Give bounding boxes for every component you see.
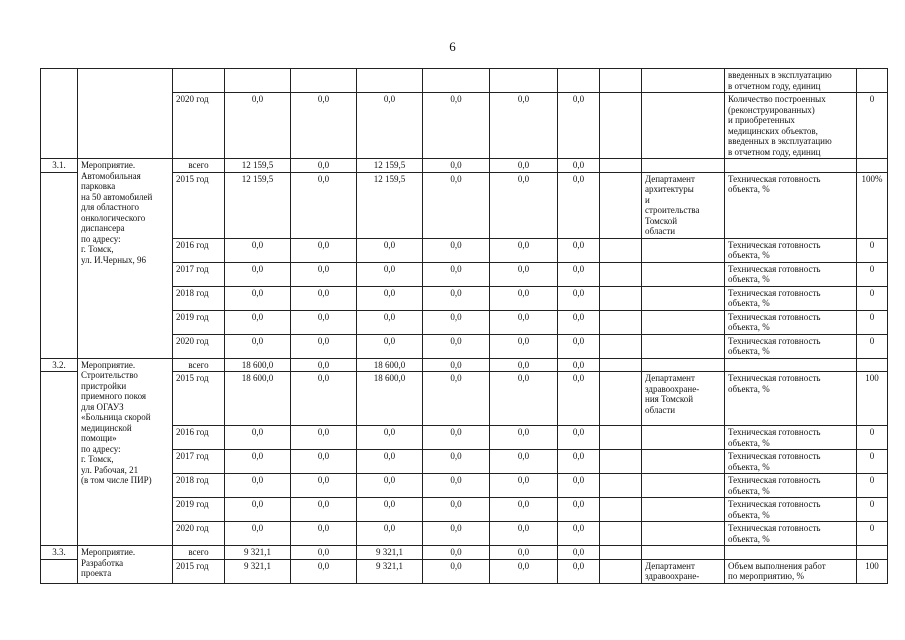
row-extra-value: 0,0 — [558, 450, 600, 474]
executor-cell — [642, 310, 725, 334]
empty-cell — [600, 310, 642, 334]
row-total-value: 0,0 — [225, 93, 291, 159]
empty-cell — [173, 69, 225, 93]
row-federal-value: 0,0 — [291, 450, 357, 474]
row-other-value: 0,0 — [490, 450, 558, 474]
row-total-value: 0,0 — [225, 474, 291, 498]
row-total-value: 0,0 — [225, 522, 291, 546]
empty-cell — [600, 262, 642, 286]
row-local-value: 0,0 — [423, 93, 490, 159]
row-extra-value: 0,0 — [558, 93, 600, 159]
indicator-cell: Техническая готовность объекта, % — [725, 262, 857, 286]
total-extra-value: 0,0 — [558, 358, 600, 372]
year-cell: 2017 год — [173, 450, 225, 474]
row-extra-value: 0,0 — [558, 172, 600, 238]
executor-cell — [642, 334, 725, 358]
total-regional-value: 18 600,0 — [357, 358, 423, 372]
total-regional-value: 9 321,1 — [357, 546, 423, 560]
empty-cell — [600, 546, 642, 560]
row-other-value: 0,0 — [490, 93, 558, 159]
row-other-value: 0,0 — [490, 522, 558, 546]
row-regional-value: 12 159,5 — [357, 172, 423, 238]
total-total-value: 12 159,5 — [225, 159, 291, 173]
indicator-cell: Техническая готовность объекта, % — [725, 310, 857, 334]
indicator-cell: Техническая готовность объекта, % — [725, 474, 857, 498]
row-other-value: 0,0 — [490, 498, 558, 522]
row-other-value: 0,0 — [490, 172, 558, 238]
indicator-value-cell — [857, 159, 888, 173]
row-total-value: 0,0 — [225, 450, 291, 474]
empty-cell — [600, 93, 642, 159]
row-federal-value: 0,0 — [291, 93, 357, 159]
empty-cell — [558, 69, 600, 93]
empty-cell — [600, 498, 642, 522]
row-local-value: 0,0 — [423, 498, 490, 522]
row-extra-value: 0,0 — [558, 286, 600, 310]
indicator-value-cell: 100 — [857, 372, 888, 426]
executor-cell — [642, 474, 725, 498]
executor-cell — [642, 358, 725, 372]
row-other-value: 0,0 — [490, 262, 558, 286]
row-total-value: 9 321,1 — [225, 559, 291, 583]
executor-cell — [642, 159, 725, 173]
indicator-cell: Техническая готовность объекта, % — [725, 334, 857, 358]
total-label: всего — [173, 159, 225, 173]
section-number-continued — [41, 559, 78, 583]
total-federal-value: 0,0 — [291, 159, 357, 173]
total-federal-value: 0,0 — [291, 358, 357, 372]
row-total-value: 0,0 — [225, 262, 291, 286]
executor-cell: Департамент здравоохране- ния Томской области — [642, 372, 725, 426]
indicator-cell: Объем выполнения работ по мероприятию, % — [725, 559, 857, 583]
empty-cell — [600, 334, 642, 358]
row-total-value: 0,0 — [225, 310, 291, 334]
year-cell: 2020 год — [173, 334, 225, 358]
row-other-value: 0,0 — [490, 286, 558, 310]
indicator-value-cell: 0 — [857, 93, 888, 159]
executor-cell — [642, 546, 725, 560]
empty-cell — [642, 69, 725, 93]
year-cell: 2020 год — [173, 93, 225, 159]
indicator-cell — [725, 546, 857, 560]
year-cell: 2018 год — [173, 286, 225, 310]
empty-cell — [600, 559, 642, 583]
row-extra-value: 0,0 — [558, 238, 600, 262]
indicator-cell: Техническая готовность объекта, % — [725, 426, 857, 450]
row-extra-value: 0,0 — [558, 310, 600, 334]
executor-cell — [642, 238, 725, 262]
indicator-value-cell: 0 — [857, 474, 888, 498]
section-number-continued — [41, 172, 78, 358]
indicator-value-cell: 100 — [857, 559, 888, 583]
empty-cell — [78, 69, 173, 159]
total-other-value: 0,0 — [490, 358, 558, 372]
row-regional-value: 0,0 — [357, 93, 423, 159]
row-total-value: 18 600,0 — [225, 372, 291, 426]
row-regional-value: 0,0 — [357, 238, 423, 262]
row-total-value: 0,0 — [225, 286, 291, 310]
total-local-value: 0,0 — [423, 358, 490, 372]
row-federal-value: 0,0 — [291, 262, 357, 286]
row-local-value: 0,0 — [423, 310, 490, 334]
row-local-value: 0,0 — [423, 172, 490, 238]
row-other-value: 0,0 — [490, 310, 558, 334]
row-total-value: 0,0 — [225, 334, 291, 358]
empty-cell — [225, 69, 291, 93]
row-other-value: 0,0 — [490, 559, 558, 583]
empty-cell — [600, 474, 642, 498]
row-local-value: 0,0 — [423, 334, 490, 358]
indicator-cell: Техническая готовность объекта, % — [725, 522, 857, 546]
row-federal-value: 0,0 — [291, 310, 357, 334]
empty-cell — [41, 69, 78, 159]
table-row — [41, 159, 888, 173]
empty-cell — [490, 69, 558, 93]
indicator-cell: Техническая готовность объекта, % — [725, 372, 857, 426]
row-federal-value: 0,0 — [291, 172, 357, 238]
indicator-cell: Техническая готовность объекта, % — [725, 498, 857, 522]
row-federal-value: 0,0 — [291, 372, 357, 426]
empty-cell — [357, 69, 423, 93]
total-label: всего — [173, 358, 225, 372]
row-extra-value: 0,0 — [558, 559, 600, 583]
row-extra-value: 0,0 — [558, 498, 600, 522]
row-federal-value: 0,0 — [291, 498, 357, 522]
total-regional-value: 12 159,5 — [357, 159, 423, 173]
page-number: 6 — [449, 39, 456, 54]
empty-cell — [600, 522, 642, 546]
row-federal-value: 0,0 — [291, 334, 357, 358]
executor-cell — [642, 450, 725, 474]
year-cell: 2016 год — [173, 238, 225, 262]
row-regional-value: 9 321,1 — [357, 559, 423, 583]
section-title: Мероприятие. Автомобильная парковка на 50 автомобилей для областного онкологического диспансера по адресу: г. Томск, ул. И.Черных, 96 — [78, 159, 173, 359]
table-row — [41, 69, 888, 93]
year-cell: 2018 год — [173, 474, 225, 498]
row-other-value: 0,0 — [490, 372, 558, 426]
executor-cell — [642, 498, 725, 522]
section-number: 3.2. — [41, 358, 78, 372]
indicator-value-cell — [857, 546, 888, 560]
total-extra-value: 0,0 — [558, 159, 600, 173]
year-cell: 2015 год — [173, 559, 225, 583]
row-regional-value: 0,0 — [357, 262, 423, 286]
row-total-value: 0,0 — [225, 238, 291, 262]
indicator-value-cell: 0 — [857, 522, 888, 546]
total-total-value: 18 600,0 — [225, 358, 291, 372]
row-regional-value: 0,0 — [357, 310, 423, 334]
empty-cell — [600, 172, 642, 238]
row-regional-value: 0,0 — [357, 334, 423, 358]
indicator-cell: Техническая готовность объекта, % — [725, 238, 857, 262]
row-regional-value: 0,0 — [357, 450, 423, 474]
total-extra-value: 0,0 — [558, 546, 600, 560]
row-local-value: 0,0 — [423, 474, 490, 498]
table-row — [41, 546, 888, 560]
row-local-value: 0,0 — [423, 372, 490, 426]
total-other-value: 0,0 — [490, 159, 558, 173]
row-regional-value: 18 600,0 — [357, 372, 423, 426]
indicator-cell: Техническая готовность объекта, % — [725, 450, 857, 474]
total-local-value: 0,0 — [423, 546, 490, 560]
empty-cell — [600, 372, 642, 426]
row-extra-value: 0,0 — [558, 334, 600, 358]
row-federal-value: 0,0 — [291, 474, 357, 498]
indicator-value-cell: 0 — [857, 450, 888, 474]
executor-cell: Департамент здравоохране- — [642, 559, 725, 583]
row-total-value: 12 159,5 — [225, 172, 291, 238]
indicator-value-cell: 0 — [857, 426, 888, 450]
indicator-cell — [725, 159, 857, 173]
total-local-value: 0,0 — [423, 159, 490, 173]
indicator-value-cell: 0 — [857, 334, 888, 358]
row-regional-value: 0,0 — [357, 286, 423, 310]
empty-cell — [600, 358, 642, 372]
row-other-value: 0,0 — [490, 238, 558, 262]
empty-cell — [291, 69, 357, 93]
row-regional-value: 0,0 — [357, 474, 423, 498]
row-extra-value: 0,0 — [558, 426, 600, 450]
year-cell: 2016 год — [173, 426, 225, 450]
section-title: Мероприятие. Разработка проекта — [78, 546, 173, 584]
table-row — [41, 358, 888, 372]
total-label: всего — [173, 546, 225, 560]
indicator-value-cell: 100% — [857, 172, 888, 238]
empty-cell — [600, 450, 642, 474]
empty-cell — [600, 159, 642, 173]
indicator-cell — [725, 358, 857, 372]
total-federal-value: 0,0 — [291, 546, 357, 560]
executor-cell — [642, 262, 725, 286]
empty-cell — [600, 286, 642, 310]
empty-cell — [857, 69, 888, 93]
year-cell: 2019 год — [173, 498, 225, 522]
empty-cell — [600, 426, 642, 450]
total-total-value: 9 321,1 — [225, 546, 291, 560]
row-federal-value: 0,0 — [291, 238, 357, 262]
row-local-value: 0,0 — [423, 426, 490, 450]
row-extra-value: 0,0 — [558, 372, 600, 426]
executor-cell — [642, 286, 725, 310]
indicator-cell: Техническая готовность объекта, % — [725, 172, 857, 238]
year-cell: 2017 год — [173, 262, 225, 286]
row-local-value: 0,0 — [423, 262, 490, 286]
row-extra-value: 0,0 — [558, 262, 600, 286]
program-table — [40, 68, 888, 584]
row-total-value: 0,0 — [225, 426, 291, 450]
empty-cell — [423, 69, 490, 93]
indicator-cell: Техническая готовность объекта, % — [725, 286, 857, 310]
row-other-value: 0,0 — [490, 334, 558, 358]
row-regional-value: 0,0 — [357, 426, 423, 450]
year-cell: 2020 год — [173, 522, 225, 546]
row-regional-value: 0,0 — [357, 522, 423, 546]
total-other-value: 0,0 — [490, 546, 558, 560]
year-cell: 2015 год — [173, 372, 225, 426]
row-total-value: 0,0 — [225, 498, 291, 522]
section-number-continued — [41, 372, 78, 546]
row-local-value: 0,0 — [423, 559, 490, 583]
row-local-value: 0,0 — [423, 238, 490, 262]
executor-cell — [642, 93, 725, 159]
section-title: Мероприятие. Строительство пристройки приемного покоя для ОГАУЗ «Больница скорой медицинской помощи» по адресу: г. Томск, ул. Рабочая, 21 (в том числе ПИР) — [78, 358, 173, 546]
row-other-value: 0,0 — [490, 426, 558, 450]
indicator-value-cell: 0 — [857, 286, 888, 310]
indicator-value-cell — [857, 358, 888, 372]
row-local-value: 0,0 — [423, 450, 490, 474]
row-extra-value: 0,0 — [558, 522, 600, 546]
year-cell: 2015 год — [173, 172, 225, 238]
row-regional-value: 0,0 — [357, 498, 423, 522]
section-number: 3.3. — [41, 546, 78, 560]
executor-cell — [642, 522, 725, 546]
empty-cell — [600, 69, 642, 93]
executor-cell: Департамент архитектуры и строительства Томской области — [642, 172, 725, 238]
empty-cell — [600, 238, 642, 262]
row-federal-value: 0,0 — [291, 522, 357, 546]
indicator-value-cell: 0 — [857, 498, 888, 522]
row-other-value: 0,0 — [490, 474, 558, 498]
row-federal-value: 0,0 — [291, 559, 357, 583]
indicator-value-cell: 0 — [857, 262, 888, 286]
section-number: 3.1. — [41, 159, 78, 173]
indicator-cell: введенных в эксплуатацию в отчетном году, единиц — [725, 69, 857, 93]
row-local-value: 0,0 — [423, 522, 490, 546]
indicator-cell: Количество построенных (реконструированных) и приобретенных медицинских объектов, введенных в эксплуатацию в отчетном году, единиц — [725, 93, 857, 159]
indicator-value-cell: 0 — [857, 238, 888, 262]
executor-cell — [642, 426, 725, 450]
row-federal-value: 0,0 — [291, 286, 357, 310]
year-cell: 2019 год — [173, 310, 225, 334]
indicator-value-cell: 0 — [857, 310, 888, 334]
row-local-value: 0,0 — [423, 286, 490, 310]
row-extra-value: 0,0 — [558, 474, 600, 498]
row-federal-value: 0,0 — [291, 426, 357, 450]
